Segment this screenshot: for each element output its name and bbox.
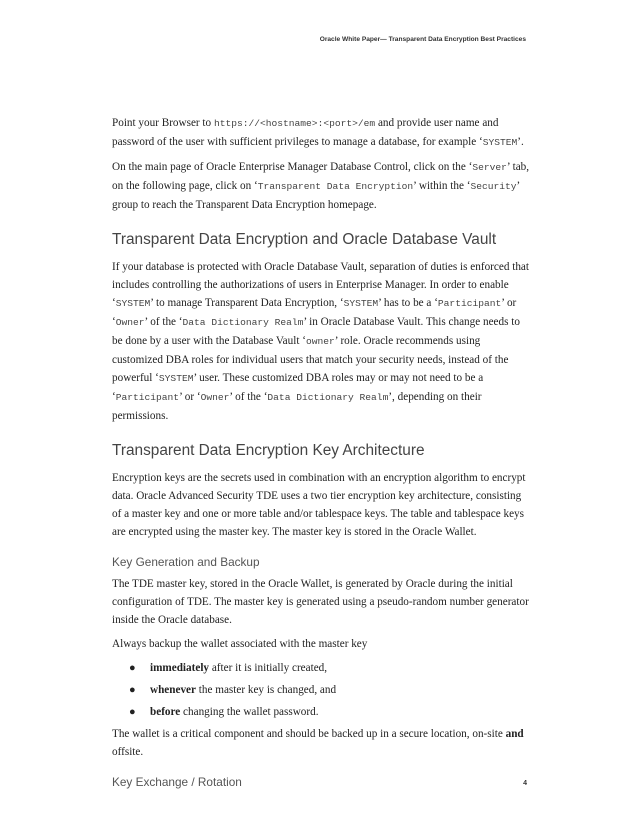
backup-bullet-list [112,659,532,721]
security-code: Security [470,181,517,192]
owner-code: owner [305,336,335,347]
paragraph-enterprise-manager: On the main page of Oracle Enterprise Manager Database Control, click on the ‘Server’ tab, on the following page, click on ‘Transparent Data Encryption’ within the ‘Security’ group to reach the Transparent Data Encryption homepage. [112,161,530,211]
page-content [112,114,532,795]
list-item: ● whenever the master key is changed, and [112,681,532,699]
list-item: ● immediately after it is initially created, [112,659,532,677]
heading-tde-database-vault: Transparent Data Encryption and Oracle Database Vault [112,231,497,248]
participant-code: Participant [437,298,502,309]
server-code: Server [472,162,507,173]
bullet-icon: ● [129,662,136,674]
system-code: SYSTEM [343,298,379,309]
url-code: https://<hostname>:<port>/em [213,118,376,129]
paragraph-wallet-backup: The wallet is a critical component and should be backed up in a secure location, on-site and offsite. [112,728,524,758]
heading-key-architecture: Transparent Data Encryption Key Architecture [112,442,425,459]
paragraph-browser: Point your Browser to https://<hostname>:<port>/em and provide user name and password of the user with sufficient privileges to manage a database, for example ‘SYSTEM’. [112,117,524,148]
paragraph-key-architecture: Encryption keys are the secrets used in combination with an encryption algorithm to encrypt data. Oracle Advanced Security TDE uses a two tier encryption key architecture, consisting of a master key and one or more table and/or tablespace keys. The table and tablespace keys are encrypted using the master key. The master key is stored in the Oracle Wallet. [112,472,526,538]
tde-code: Transparent Data Encryption [257,181,414,192]
paragraph-key-generation: The TDE master key, stored in the Oracle Wallet, is generated by Oracle during the initial configuration of TDE. The master key is generated using a pseudo-random number generator inside the Oracle database. [112,578,529,626]
paragraph-database-vault: If your database is protected with Oracle Database Vault, separation of duties is enforced that includes controlling the authorizations of users in Enterprise Manager. In order to enable ‘SYSTEM’ to manage Transparent Data Encryption, ‘SYSTEM’ has to be a ‘Participant’ or ‘Owner’ of the ‘Data Dictionary Realm’ in Oracle Database Vault. This change needs to be done by a user with the Database Vault ‘owner’ role. Oracle recommends using customized DBA roles for individual users that match your security needs, instead of the powerful ‘SYSTEM’ user. These customized DBA roles may or may not need to be a ‘Participant’ or ‘Owner’ of the ‘Data Dictionary Realm’, depending on their permissions. [112,261,529,422]
system-code: SYSTEM [482,137,518,148]
realm-code: Data Dictionary Realm [267,392,389,403]
page-number: 4 [523,780,527,787]
bullet-icon: ● [129,706,136,718]
system-code: SYSTEM [158,373,194,384]
heading-key-generation: Key Generation and Backup [112,555,260,569]
owner-code: Owner [200,392,230,403]
bullet-icon: ● [129,684,136,696]
paragraph-backup-intro: Always backup the wallet associated with the master key [112,638,368,650]
owner-code: Owner [115,317,145,328]
list-item: ● before changing the wallet password. [112,703,532,721]
system-code: SYSTEM [115,298,151,309]
realm-code: Data Dictionary Realm [182,317,304,328]
participant-code: Participant [115,392,180,403]
heading-key-rotation: Key Exchange / Rotation [112,775,242,789]
running-header: Oracle White Paper— Transparent Data Encryption Best Practices [319,36,526,43]
